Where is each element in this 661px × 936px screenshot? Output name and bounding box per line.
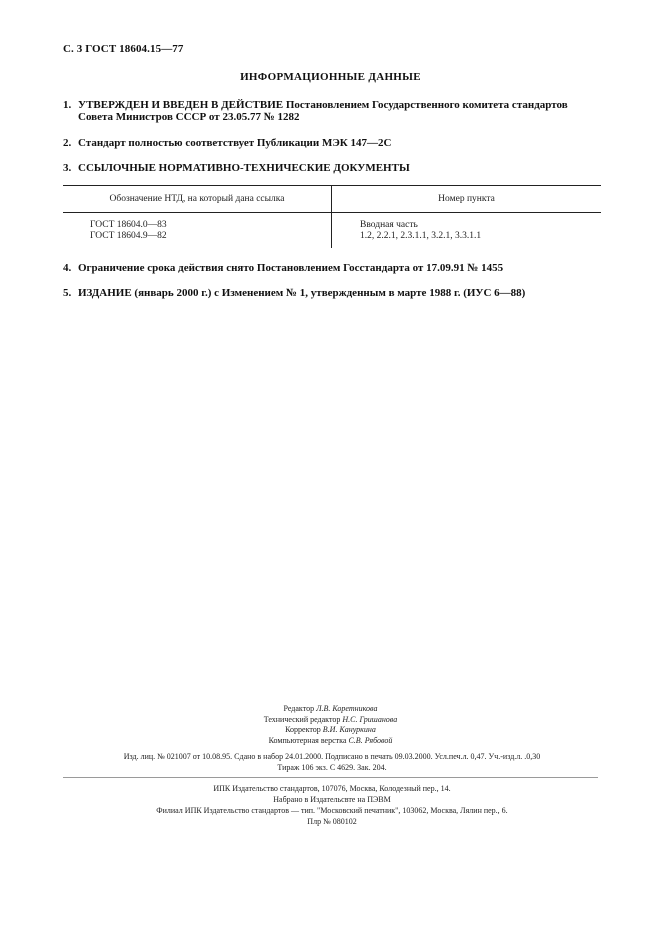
info-item-1 <box>63 99 603 123</box>
item-number: 4. <box>63 262 72 274</box>
credit-label: Компьютерная верстка <box>268 735 347 745</box>
item-text: УТВЕРЖДЕН И ВВЕДЕН В ДЕЙСТВИЕ Постановлением Государственного комитета стандартов <box>78 99 568 111</box>
divider <box>63 777 598 778</box>
info-item-3 <box>63 162 603 174</box>
reference-documents-table <box>63 185 601 248</box>
item-number: 3. <box>63 162 72 174</box>
item-text: Стандарт полностью соответствует Публикации МЭК 147—2С <box>78 137 392 149</box>
credit-label: Технический редактор <box>263 714 341 724</box>
publication-info-line: Изд. лиц. № 021007 от 10.08.95. Сдано в набор 24.01.2000. Подписано в печать 09.03.2000. Усл.печ.л. 0,47. Уч.-изд.л. .0,30 <box>123 752 541 761</box>
credit-label: Редактор <box>283 704 315 713</box>
printing-info-line: Филиал ИПК Издательство стандартов — тип. "Московский печатник", 103062, Москва, Лялин пер., 6. <box>156 806 508 815</box>
credit-layout <box>0 736 661 747</box>
editorial-credits <box>0 704 661 746</box>
table-column-designations <box>90 220 167 242</box>
credit-corrector <box>0 725 661 736</box>
item-number: 2. <box>63 137 72 149</box>
table-cell: ГОСТ 18604.9—82 <box>90 231 167 241</box>
info-item-5 <box>63 287 603 299</box>
printing-info-line: ИПК Издательство стандартов, 107076, Москва, Колодезный пер., 14. <box>213 784 451 793</box>
info-item-4 <box>63 262 603 274</box>
item-text: ССЫЛОЧНЫЕ НОРМАТИВНО-ТЕХНИЧЕСКИЕ ДОКУМЕНТЫ <box>78 162 410 174</box>
printing-info <box>63 783 601 827</box>
table-cell: 1.2, 2.2.1, 2.3.1.1, 3.2.1, 3.3.1.1 <box>360 231 482 241</box>
table-column-clauses <box>360 220 481 242</box>
publication-info <box>63 752 601 773</box>
printing-info-line: Набрано в Издательсвте на ПЭВМ <box>273 795 391 804</box>
credit-name: Н.С. Гришанова <box>342 714 398 724</box>
printing-info-line: Плр № 080102 <box>307 817 357 826</box>
page-header: С. 3 ГОСТ 18604.15—77 <box>63 43 184 55</box>
credit-name: Л.В. Коретникова <box>316 704 378 713</box>
credit-label: Корректор <box>285 725 321 734</box>
publication-info-line: Тираж 106 экз. С 4629. Зак. 204. <box>277 762 387 772</box>
item-text-continuation: Совета Министров СССР от 23.05.77 № 1282 <box>78 111 300 123</box>
section-title: ИНФОРМАЦИОННЫЕ ДАННЫЕ <box>240 71 421 83</box>
table-header-clause-number: Номер пункта <box>438 194 495 204</box>
item-number: 5. <box>63 287 72 299</box>
item-text: ИЗДАНИЕ (январь 2000 г.) с Изменением № 1, утвержденным в марте 1988 г. (ИУС 6—88) <box>78 287 526 299</box>
credit-name: В.И. Кануркина <box>322 725 376 734</box>
credit-editor <box>0 704 661 715</box>
credit-name: С.В. Рябовой <box>348 735 393 745</box>
table-cell: Вводная часть <box>360 220 418 230</box>
item-text: Ограничение срока действия снято Постановлением Госстандарта от 17.09.91 № 1455 <box>78 262 504 274</box>
credit-tech-editor <box>0 715 661 726</box>
info-item-2 <box>63 137 603 149</box>
item-number: 1. <box>63 99 72 111</box>
table-cell: ГОСТ 18604.0—83 <box>90 220 167 230</box>
table-header-designation: Обозначение НТД, на который дана ссылка <box>109 194 285 204</box>
